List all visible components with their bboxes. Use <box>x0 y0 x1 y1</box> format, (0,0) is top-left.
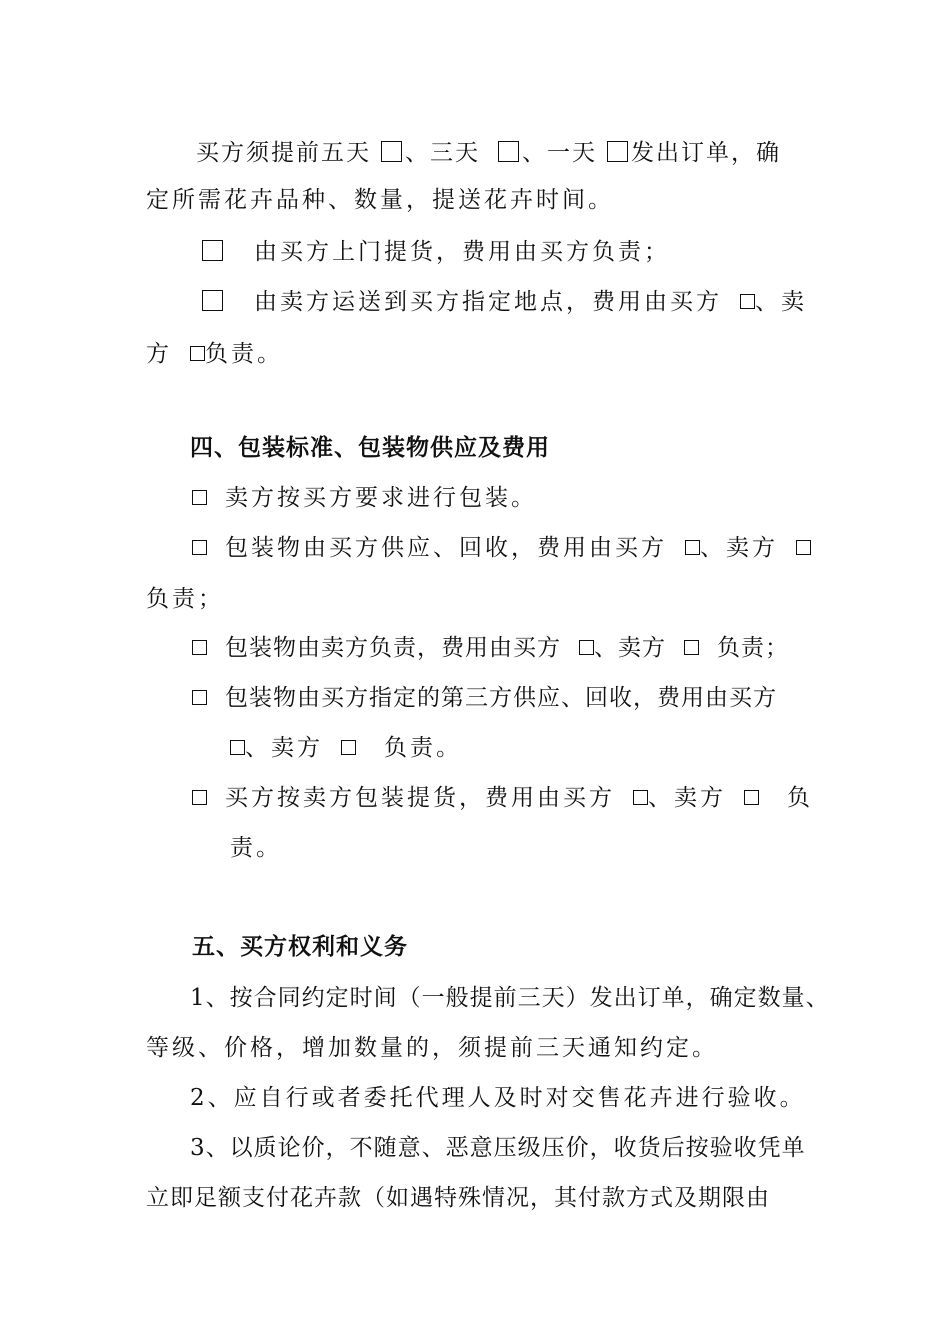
checkbox-pack-2-seller[interactable] <box>796 540 811 555</box>
option-label: 负责。 <box>205 341 283 367</box>
paragraph-line: 2、应自行或者委托代理人及时对交售花卉进行验收。 <box>190 1085 806 1111</box>
packaging-option-1 <box>192 484 537 512</box>
option-label: 负 <box>787 785 813 811</box>
packaging-option-3 <box>192 634 789 662</box>
checkbox-one-day[interactable] <box>607 141 628 162</box>
checkbox-pack-5[interactable] <box>192 790 207 805</box>
option-label: 包装物由买方供应、回收，费用由买方 <box>225 535 667 561</box>
order-days-line <box>196 139 781 167</box>
checkbox-pack-5-buyer[interactable] <box>633 790 648 805</box>
option-label: 负责； <box>717 635 789 661</box>
checkbox-pack-4[interactable] <box>192 690 207 705</box>
checkbox-seller-delivery[interactable] <box>202 290 223 311</box>
paragraph-line: 定所需花卉品种、数量，提送花卉时间。 <box>146 187 614 213</box>
checkbox-pack-3[interactable] <box>192 640 207 655</box>
checkbox-pack-4-buyer[interactable] <box>230 740 245 755</box>
checkbox-pack-2[interactable] <box>192 540 207 555</box>
option-label: 、卖方 <box>648 785 726 811</box>
checkbox-five-days[interactable] <box>381 141 402 162</box>
section-heading: 五、买方权利和义务 <box>192 934 408 960</box>
packaging-option-5 <box>192 784 813 812</box>
option-label: 、卖方 <box>594 635 666 661</box>
packaging-option-4-cont <box>230 734 462 762</box>
paragraph-line: 3、以质论价，不随意、恶意压级压价，收货后按验收凭单 <box>190 1135 806 1161</box>
delivery-option-pickup <box>202 238 670 266</box>
text-send-order: 发出订单，确 <box>631 140 781 166</box>
option-label: 买方按卖方包装提货，费用由买方 <box>225 785 615 811</box>
paragraph-line: 立即足额支付花卉款（如遇特殊情况，其付款方式及期限由 <box>146 1185 770 1211</box>
checkbox-three-days[interactable] <box>498 141 519 162</box>
packaging-option-5-cont: 责。 <box>230 835 282 861</box>
option-label: 、卖方 <box>245 735 323 761</box>
checkbox-fee-buyer[interactable] <box>740 294 755 309</box>
checkbox-pack-3-seller[interactable] <box>684 640 699 655</box>
packaging-option-4 <box>192 684 777 712</box>
option-label: 包装物由买方指定的第三方供应、回收，费用由买方 <box>225 685 777 711</box>
packaging-option-2-cont: 负责； <box>146 586 224 612</box>
delivery-option-seller-cont <box>146 340 283 368</box>
section-heading: 四、包装标准、包装物供应及费用 <box>190 435 550 461</box>
option-label: 方 <box>146 341 172 367</box>
option-label: 、卖方 <box>700 535 778 561</box>
checkbox-fee-seller[interactable] <box>190 346 205 361</box>
option-label: 由卖方运送到买方指定地点，费用由买方 <box>254 289 722 315</box>
text-three-days: 、三天 <box>405 140 480 166</box>
option-label: 由买方上门提货，费用由买方负责； <box>254 239 670 265</box>
option-label: 卖方按买方要求进行包装。 <box>225 485 537 511</box>
paragraph-line: 等级、价格，增加数量的，须提前三天通知约定。 <box>146 1035 718 1061</box>
checkbox-pack-3-buyer[interactable] <box>579 640 594 655</box>
option-label: 、卖 <box>755 289 807 315</box>
checkbox-pack-2-buyer[interactable] <box>685 540 700 555</box>
option-label: 包装物由卖方负责，费用由买方 <box>225 635 561 661</box>
option-label: 负责。 <box>384 735 462 761</box>
checkbox-buyer-pickup[interactable] <box>202 240 223 261</box>
text-one-day: 、一天 <box>522 140 597 166</box>
delivery-option-seller <box>202 288 807 316</box>
packaging-option-2 <box>192 534 811 562</box>
text-five-days: 买方须提前五天 <box>196 140 371 166</box>
checkbox-pack-5-seller[interactable] <box>744 790 759 805</box>
checkbox-pack-1[interactable] <box>192 490 207 505</box>
checkbox-pack-4-seller[interactable] <box>341 740 356 755</box>
paragraph-line: 1、按合同约定时间（一般提前三天）发出订单，确定数量、 <box>190 985 830 1011</box>
